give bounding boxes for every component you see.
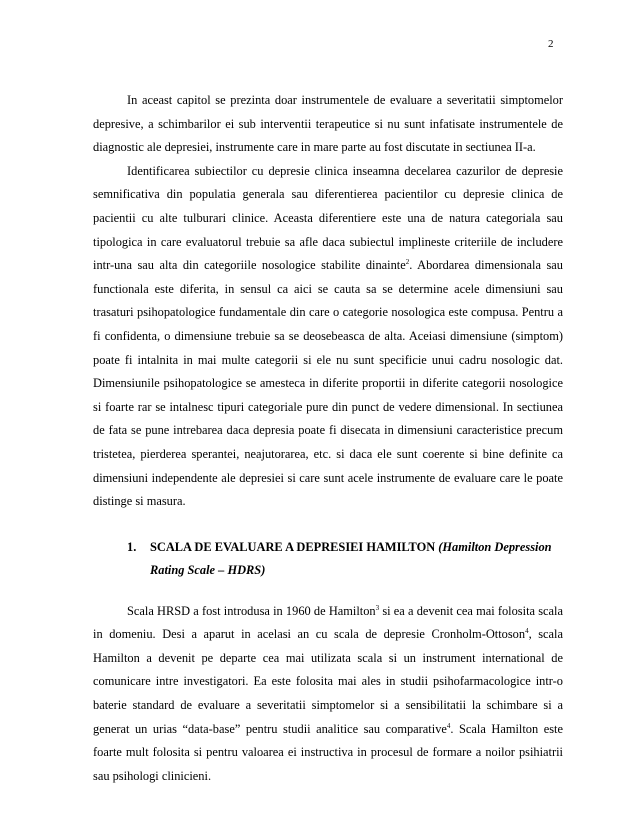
hamilton-text-part-4: . Scala Hamilton este foarte mult folosita si pentru valoarea ei instructiva in procesul de formare a noilor psihiatrii sau psihologi clinicieni. (93, 721, 563, 783)
document-body (93, 89, 563, 788)
footnote-reference-4: 4 (525, 627, 529, 636)
section-heading (93, 536, 563, 582)
section-title-block (150, 536, 563, 582)
footnote-reference-2: 2 (405, 258, 410, 267)
section-title: SCALA DE EVALUARE A DEPRESIEI HAMILTON (150, 539, 436, 554)
hamilton-paragraph (93, 600, 563, 789)
intro-paragraph: In aceast capitol se prezinta doar instrumentele de evaluare a severitatii simptomelor depresive, a schimbarilor ei sub interventii terapeutice si nu sunt infatisate instrumentele de diagnostic ale depresiei, instrumente care in mare parte au fost discutate in sectiunea II-a. (93, 93, 563, 155)
footnote-reference-4b: 4 (446, 721, 451, 730)
hamilton-text-part-2: si ea a devenit cea mai folosita scala in domeniu. Desi a aparut in acelasi an cu scala de depresie Cronholm-Ottoson (93, 603, 563, 642)
identification-text-part-1: Identificarea subiectilor cu depresie clinica inseamna decelarea cazurilor de depresie semnificativa din populatia generala sau diferentierea pacientilor cu depresie clinica de pacientii cu alte tulburari clinice. Aceasta diferentiere este una de natura categoriala sau tipologica in care evaluatorul trebuie sa afle daca subiectul implineste criteriile de includere intr-una sau alta din categoriile nosologice stabilite dinainte (93, 163, 563, 273)
footnote-reference-3: 3 (375, 603, 380, 612)
section-subtitle: (Hamilton Depression Rating Scale – HDRS) (150, 539, 552, 577)
page-number: 2 (548, 38, 554, 50)
identification-paragraph (93, 160, 563, 514)
hamilton-text-part-1: Scala HRSD a fost introdusa in 1960 de Hamilton (127, 603, 376, 618)
hamilton-text-part-3: , scala Hamilton a devenit pe departe cea mai utilizata scala si un instrument international de comunicare intre investigatori. Ea este folosita mai ales in studii psihofarmacologice intr-o baterie standard de evaluare a severitatii simptomelor si a sensibilitatii la schimbare si a generat un urias “data-base” pentru studii analitice sau comparative (93, 627, 563, 736)
identification-text-part-2: . Abordarea dimensionala sau functionala este diferita, in sensul ca aici se cauta sa se determine acele dimensiuni sau trasaturi psihopatologice fundamentale din care o categorie nosologica este compusa. Pentru a fi confidenta, o dimensiune trebuie sa se deosebeasca de alta. Aceiasi dimensiune (simptom) poate fi intalnita in mai multe categorii si ele nu sunt specificie unui cadru nosologic dat. Dimensiunile psihopatologice se amesteca in diferite proportii in diferite categorii nosologice si foarte rar se intalnesc tipuri categoriale pure din punct de vedere dimensional. In sectiunea de fata se pune intrebarea daca depresia poate fi disecata in dimensiuni caracteristice precum tristetea, pierderea sperantei, neajutorarea, etc. si daca ele sunt coerente si bine definite ca dimensiuni independente ale depresiei si care sunt acele instrumente de evaluare care le poate distinge si masura. (93, 258, 563, 509)
section-number: 1. (127, 539, 137, 554)
